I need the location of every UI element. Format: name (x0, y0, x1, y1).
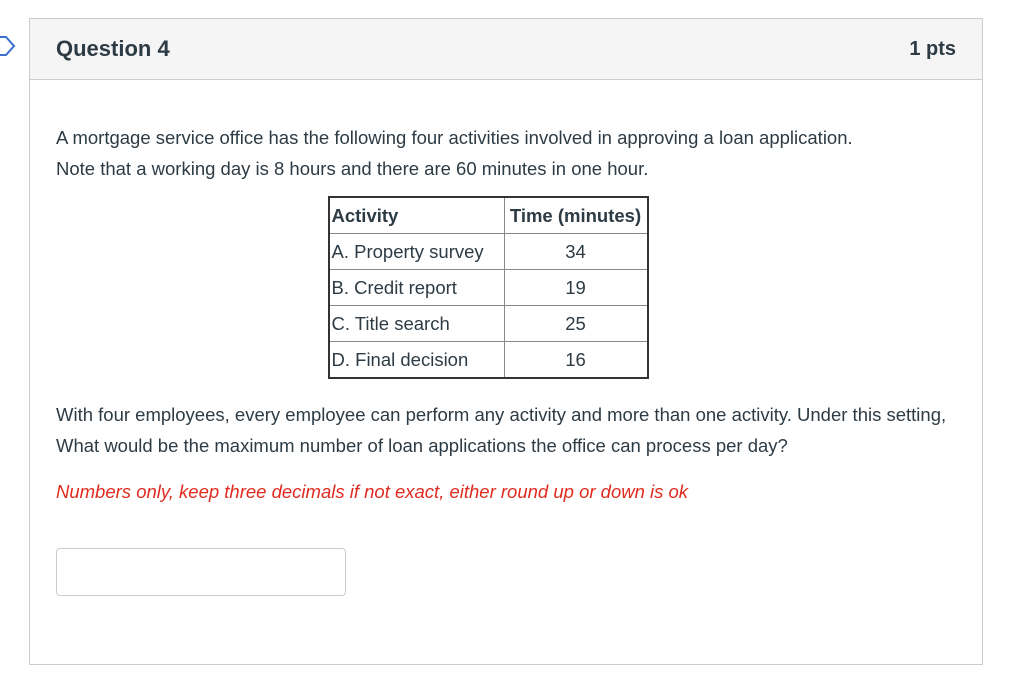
activity-cell: A. Property survey (329, 234, 505, 270)
table-row (329, 270, 648, 306)
question-card (29, 18, 983, 665)
table-row (329, 342, 648, 379)
question-marker-icon[interactable] (0, 36, 16, 56)
time-cell: 34 (504, 234, 648, 270)
question-body (30, 80, 982, 596)
answer-format-hint: Numbers only, keep three decimals if not exact, either round up or down is ok (56, 481, 689, 502)
table-row (329, 306, 648, 342)
activity-cell: D. Final decision (329, 342, 505, 379)
activity-table (328, 196, 649, 379)
table-row (329, 234, 648, 270)
activity-cell: C. Title search (329, 306, 505, 342)
question-header (30, 19, 982, 80)
time-cell: 16 (504, 342, 648, 379)
intro-line-2: Note that a working day is 8 hours and there are 60 minutes in one hour. (56, 158, 649, 179)
intro-line-1: A mortgage service office has the following four activities involved in approving a loan application. (56, 127, 853, 148)
table-header-row (329, 197, 648, 234)
time-cell: 25 (504, 306, 648, 342)
question-intro (56, 122, 956, 184)
activity-cell: B. Credit report (329, 270, 505, 306)
question-points: 1 pts (909, 37, 956, 60)
answer-input[interactable] (56, 548, 346, 596)
time-cell: 19 (504, 270, 648, 306)
question-prompt: With four employees, every employee can perform any activity and more than one activity. Under this setting, What would be the maximum number of loan applications the office can process per day? (56, 404, 947, 456)
column-header-activity: Activity (329, 197, 505, 234)
question-title: Question 4 (56, 36, 170, 61)
column-header-time: Time (minutes) (504, 197, 648, 234)
